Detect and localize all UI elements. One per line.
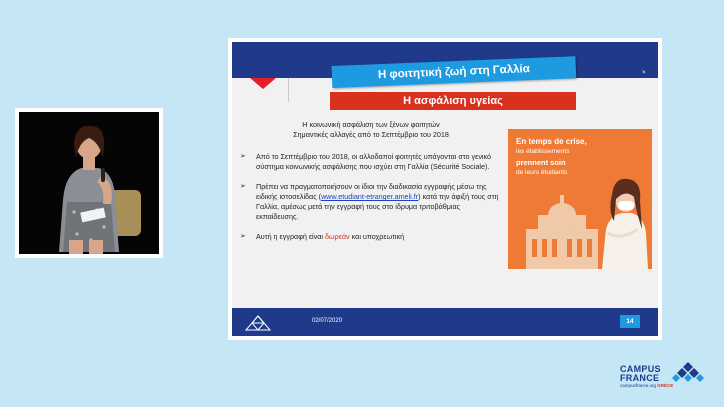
bullet-arrow-icon: ➢ [240,153,246,160]
crisis-illustration [508,129,652,269]
speaker-video-frame [15,108,163,258]
bullet-text-3 [256,232,502,242]
ameli-link[interactable]: www.etudiant-etranger.ameli.fr [321,192,419,201]
bullet-text-1: Από το Σεπτέμβριο του 2018, οι αλλοδαποί φοιτητές υπάγονται στο γενικό σύστημα κοινωνικής ασφάλισης που ισχύει στη Γαλλία (Sécurité Sociale). [256,152,492,171]
campus-france-logo-icon [670,361,706,383]
logo-country-tag: GRÈCE [657,383,674,388]
illustration-text-2: les établissements [516,148,570,155]
content-heading [240,120,502,140]
title-mark: × [642,70,646,76]
campus-france-mini-logo-icon [244,312,272,332]
bullet-arrow-icon: ➢ [240,233,246,240]
slide-bottom-bar [232,308,658,336]
speaker-figure-illustration [19,112,159,254]
bullet-item-2 [240,182,502,222]
bullet-3-before: Αυτή η εγγραφή είναι [256,232,325,241]
slide-title: Η φοιτητική ζωή στη Γαλλία [332,56,577,88]
logo-url-text: campusfrance.org [620,383,657,388]
heading-line-1: Η κοινωνική ασφάλιση των ξένων φοιτητών [302,120,440,129]
bullet-3-after: και υποχρεωτική [349,232,405,241]
speaker-video [19,112,159,254]
campus-france-logo [620,361,708,391]
bullet-arrow-icon: ➢ [240,183,246,190]
illustration-text-4: de leurs étudiants [516,169,568,176]
logo-word-campus: CAMPUS [620,364,661,374]
slide-frame [228,38,662,340]
presentation-slide [232,42,658,336]
bullet-2-before: Πρέπει να πραγματοποιήσουν οι ίδιοι την διαδικασία εγγραφής μέσω της ειδικής ιστοσελίδας ( [256,182,487,201]
slide-subtitle: Η ασφάλιση υγείας [330,92,576,110]
bullet-2-after: ) κατά την άφιξή τους στη Γαλλία, αμέσως μετά την εγγραφή τους στο ίδρυμα τριτοβάθμιας εκπαίδευσης. [256,192,499,221]
header-divider [288,78,289,102]
bullet-item-3 [240,232,502,242]
red-triangle-decoration [250,78,276,89]
slide-date: 02/07/2020 [312,318,343,324]
logo-url [620,383,673,388]
illustration-text-1: En temps de crise, [516,137,587,146]
bullet-text-2 [256,182,502,222]
bullet-item-1 [240,152,502,172]
illustration-text-3: prennent soin [516,158,566,167]
heading-line-2: Σημαντικές αλλαγές από το Σεπτέμβριο του 2018 [293,130,449,139]
slide-page-number: 14 [620,315,640,328]
logo-word-france: FRANCE [620,373,660,383]
slide-content [240,120,502,252]
free-word: δωρεάν [325,232,350,241]
